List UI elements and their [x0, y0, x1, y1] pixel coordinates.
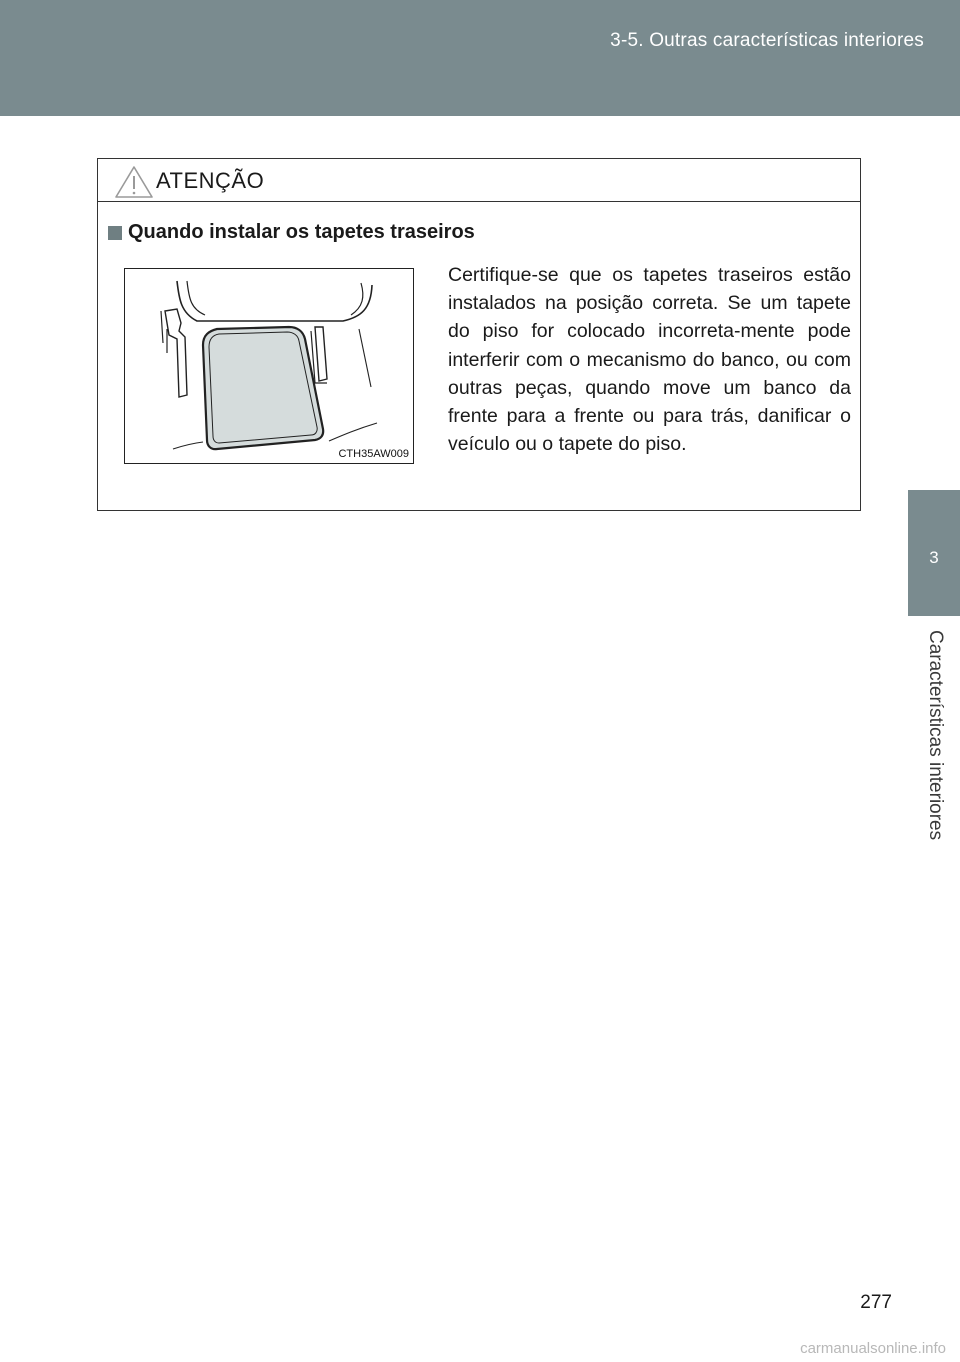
chapter-label: Características interiores [925, 630, 946, 841]
figure-code: CTH35AW009 [338, 448, 409, 460]
bullet-square-icon [108, 226, 122, 240]
warning-header [98, 159, 860, 202]
section-heading [108, 221, 475, 244]
chapter-number: 3 [929, 548, 939, 567]
header-band [0, 0, 960, 116]
floor-mat-illustration [124, 268, 414, 464]
warning-box [97, 158, 861, 511]
warning-body-text: Certifique-se que os tapetes traseiros estão instalados na posição correta. Se um tapete do piso for colocado incorreta-mente pode interferir com o mecanismo do banco, ou com outras peças, quando move um banco da frente para a frente ou para trás, danificar o veículo ou o tapete do piso. [448, 264, 851, 456]
warning-triangle-icon [114, 165, 154, 199]
watermark: carmanualsonline.info [800, 1340, 946, 1357]
warning-title: ATENÇÃO [156, 168, 265, 193]
floor-mat-drawing [125, 269, 413, 463]
section-heading-text: Quando instalar os tapetes traseiros [128, 221, 475, 243]
section-title: 3-5. Outras características interiores [610, 30, 924, 51]
page-number: 277 [860, 1292, 892, 1313]
chapter-tab[interactable] [908, 490, 960, 616]
